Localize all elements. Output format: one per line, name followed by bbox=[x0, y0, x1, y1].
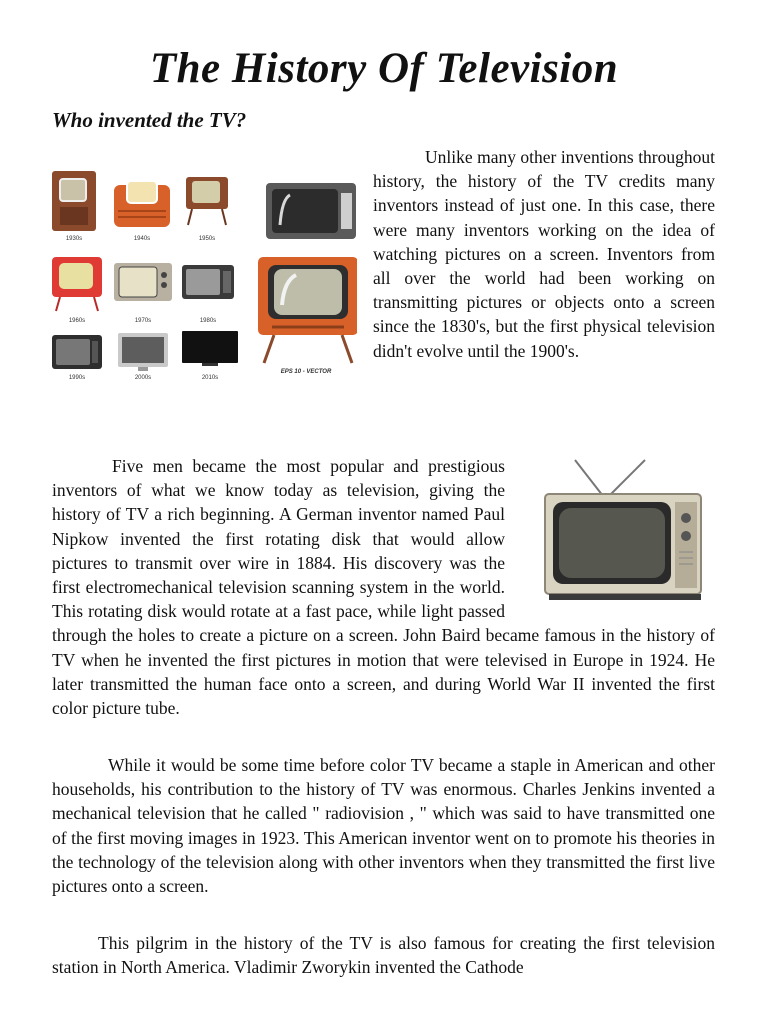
label-2010s: 2010s bbox=[201, 375, 219, 381]
paragraph-3: While it would be some time before color TV became a staple in American and other households, his contribution to the history of TV was enormous. Charles Jenkins invented a mechanical television that he called " radiovision , " which was said to have transmitted one of the first moving images in 1923. This American inventor went on to promote his theories in the technology of the television along with other inventors when they transmitted the first live pictures onto a screen. bbox=[52, 755, 715, 897]
label-1930s: 1930s bbox=[65, 236, 83, 242]
paragraph-1-text: Unlike many other inventions throughout history, the history of the TV credits many inventors instead of just one. In this case, there were many inventors working on the idea of watching pictures on a screen. Inventors from all over the world had been working on transmitting pictures or objects onto a screen since the 1830's, but the first physical television didn't evolve until the 1900's. bbox=[373, 147, 715, 361]
tv-2000s-icon bbox=[118, 333, 168, 371]
label-1980s: 1980s bbox=[199, 318, 217, 324]
tv-1960s-icon bbox=[52, 257, 102, 311]
label-1990s: 1990s bbox=[68, 375, 86, 381]
illustration-caption: EPS 10 - VECTOR bbox=[280, 369, 332, 375]
tv-2010s-icon bbox=[182, 331, 238, 366]
tv-large-orange-icon bbox=[258, 257, 357, 363]
tv-large-gray-icon bbox=[266, 183, 356, 239]
paragraph-4: This pilgrim in the history of the TV is also famous for creating the first television station in North America. Vladimir Zworykin invented the Cathode bbox=[52, 933, 715, 978]
page-title: The History Of Television bbox=[149, 45, 619, 92]
section-subtitle: Who invented the TV? bbox=[52, 108, 247, 132]
vintage-tv-illustration bbox=[525, 456, 715, 606]
paragraph-1 bbox=[52, 145, 715, 385]
tv-1930s-icon bbox=[52, 171, 96, 231]
label-1940s: 1940s bbox=[133, 236, 151, 242]
tv-1990s-icon bbox=[52, 335, 102, 369]
paragraph-2 bbox=[52, 454, 715, 720]
tv-1980s-icon bbox=[182, 265, 234, 299]
tv-1970s-icon bbox=[114, 263, 172, 301]
paragraph-2-text: Five men became the most popular and prestigious inventors of what we know today as television, giving the history of TV a rich beginning. A German inventor named Paul Nipkow invented the first rotating disk that would allow pictures to transmit over wire in 1884. His discovery was the first electromechanical television scanning system in the world. This rotating disk would rotate at a fast pace, while light passed through the holes to create a picture on a screen. John Baird became famous in the history of TV when he invented the first pictures in motion that were televised in Europe in 1924. He later transmitted the human face onto a screen, and during World War II invented the first color picture tube. bbox=[52, 456, 715, 719]
tv-1940s-icon bbox=[114, 181, 170, 227]
label-2000s: 2000s bbox=[134, 375, 152, 381]
tv-decades-illustration bbox=[52, 163, 357, 385]
label-1970s: 1970s bbox=[134, 318, 152, 324]
tv-1950s-icon bbox=[186, 177, 228, 225]
label-1960s: 1960s bbox=[68, 318, 86, 324]
label-1950s: 1950s bbox=[198, 236, 216, 242]
